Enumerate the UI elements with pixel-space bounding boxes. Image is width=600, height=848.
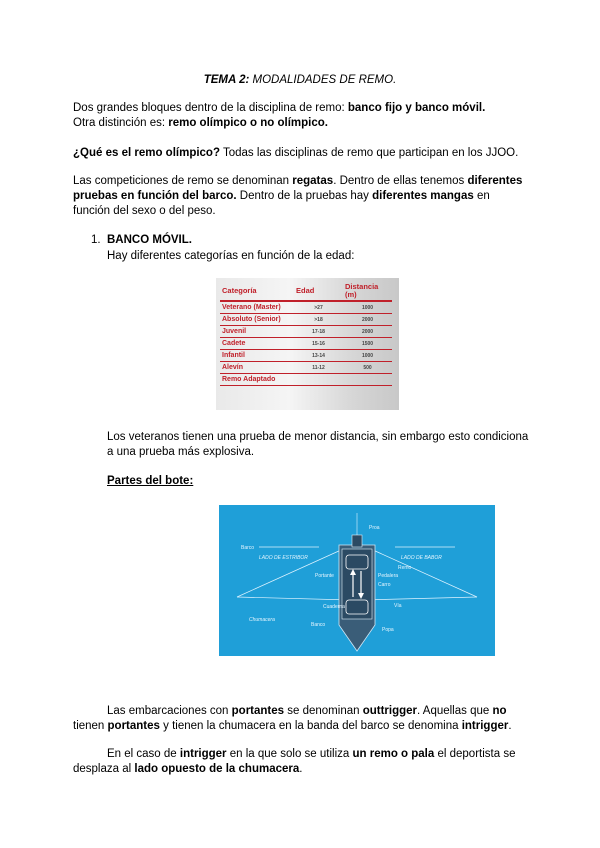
- table-cell: 1000: [343, 301, 392, 314]
- table-cell: 15-16: [294, 338, 343, 350]
- table-row: [220, 314, 392, 326]
- label-remo: Remo: [398, 565, 412, 571]
- label-chumacera: Chumacera: [249, 617, 275, 623]
- category-table: [220, 282, 392, 386]
- paragraph-portantes: Las embarcaciones con portantes se denominan outtrigger. Aquellas que no tienen portantes y tienen la chumacera en la banda del barco se denomina intrigger.: [73, 705, 512, 732]
- table-cell: 2000: [343, 326, 392, 338]
- boat-diagram-svg: [219, 505, 495, 656]
- paragraph-competiciones: Las competiciones de remo se denominan regatas. Dentro de ellas tenemos diferentes pruebas en función del barco. Dentro de la pruebas hay diferentes mangas en función del sexo o del peso.: [73, 175, 523, 217]
- table-cell: Absoluto (Senior): [220, 314, 294, 326]
- label-pedalera: Pedalera: [378, 573, 399, 579]
- table-row: [220, 301, 392, 314]
- label-carro: Carro: [378, 582, 391, 588]
- table-header-row: [220, 282, 392, 301]
- title-text: MODALIDADES DE REMO.: [249, 74, 397, 86]
- table-cell: >18: [294, 314, 343, 326]
- table-header: Edad: [294, 282, 343, 301]
- page-title: [0, 73, 600, 88]
- boat-parts-diagram: [219, 505, 495, 656]
- section-intro: Hay diferentes categorías en función de la edad:: [107, 250, 355, 262]
- table-cell: 1500: [343, 338, 392, 350]
- table-cell: 11-12: [294, 362, 343, 374]
- paragraph-remo-olimpico: ¿Qué es el remo olímpico? Todas las disciplinas de remo que participan en los JJOO.: [73, 147, 519, 159]
- table-header: Categoría: [220, 282, 294, 301]
- label-banco: Banco: [311, 622, 326, 628]
- table-row: [220, 326, 392, 338]
- table-cell: >27: [294, 301, 343, 314]
- table-row: [220, 374, 392, 386]
- table-cell: 500: [343, 362, 392, 374]
- label-lado-babor: LADO DE BABOR: [401, 555, 442, 561]
- title-prefix: TEMA 2:: [203, 74, 250, 86]
- paragraph-veteranos: Los veteranos tienen una prueba de menor distancia, sin embargo esto condiciona a una prueba más explosiva.: [107, 431, 529, 458]
- table-cell: Infantil: [220, 350, 294, 362]
- label-lado-estribor: LADO DE ESTRIBOR: [259, 555, 308, 561]
- section-heading: BANCO MÓVIL.: [107, 234, 192, 246]
- label-barco: Barco: [241, 545, 255, 551]
- table-cell: 2000: [343, 314, 392, 326]
- table-cell: [294, 374, 343, 386]
- table-cell: Veterano (Master): [220, 301, 294, 314]
- table-cell: 1000: [343, 350, 392, 362]
- label-popa: Popa: [382, 627, 394, 633]
- table-row: [220, 350, 392, 362]
- partes-heading: Partes del bote:: [107, 475, 194, 487]
- section-number: 1.: [91, 234, 101, 246]
- table-cell: Remo Adaptado: [220, 374, 294, 386]
- table-row: [220, 338, 392, 350]
- table-cell: Cadete: [220, 338, 294, 350]
- label-portante: Portante: [315, 573, 334, 579]
- paragraph-intrigger: En el caso de intrigger en la que solo se utiliza un remo o pala el deportista se desplaza al lado opuesto de la chumacera.: [73, 748, 516, 775]
- table-cell: [343, 374, 392, 386]
- table-cell: 13-14: [294, 350, 343, 362]
- label-proa: Proa: [369, 525, 380, 531]
- table-cell: 17-18: [294, 326, 343, 338]
- table-cell: Alevín: [220, 362, 294, 374]
- table-cell: Juvenil: [220, 326, 294, 338]
- table-row: [220, 362, 392, 374]
- label-cuaderna: Cuaderna: [323, 604, 345, 610]
- category-table-image: [216, 278, 399, 410]
- paragraph-bloques: Dos grandes bloques dentro de la disciplina de remo: banco fijo y banco móvil. Otra distinción es: remo olímpico o no olímpico.: [73, 102, 486, 129]
- label-via: Vía: [394, 603, 402, 609]
- table-header: Distancia (m): [343, 282, 392, 301]
